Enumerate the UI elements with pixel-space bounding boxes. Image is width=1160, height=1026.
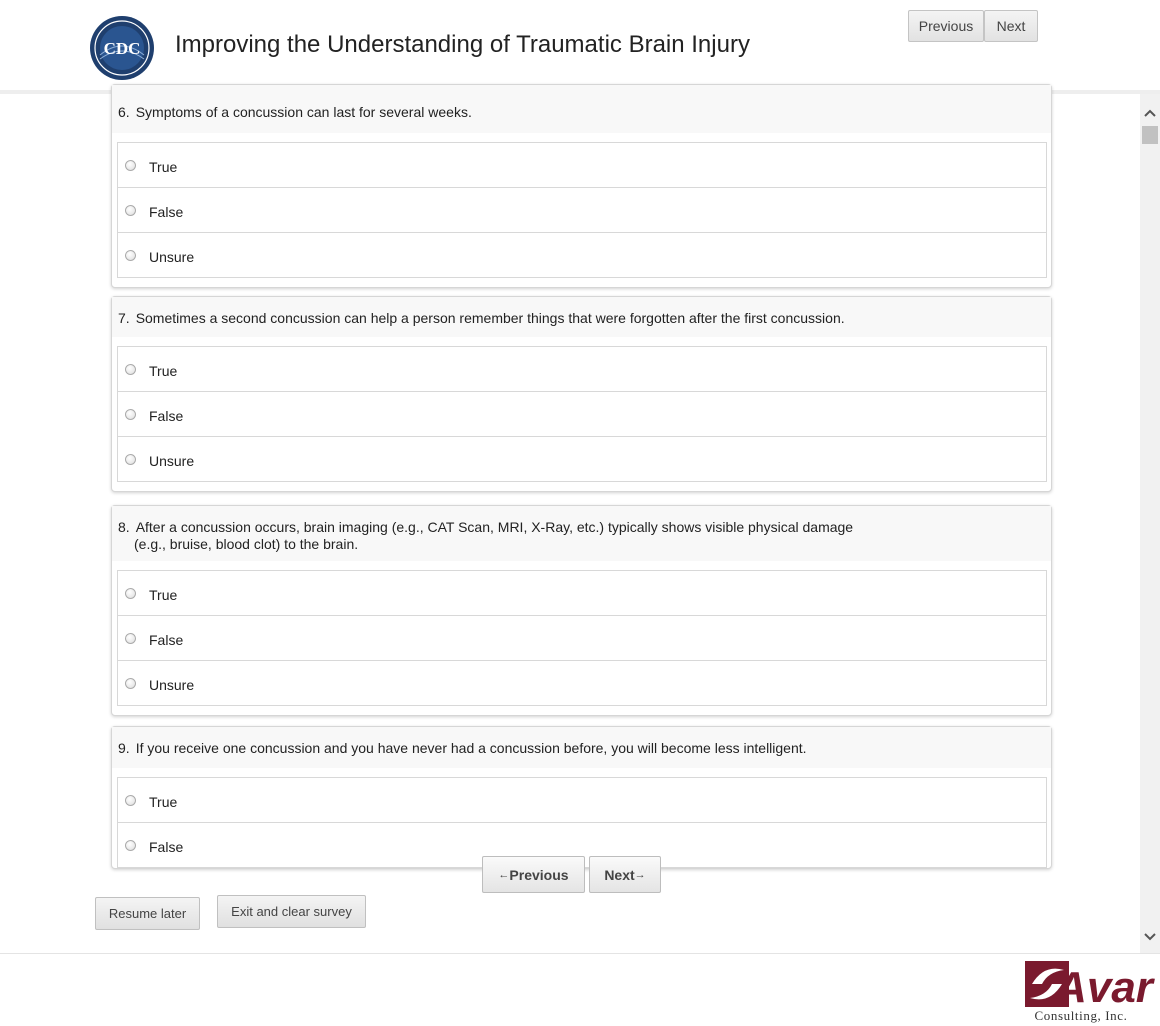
next-button[interactable] (589, 856, 661, 893)
page-title: Improving the Understanding of Traumatic Brain Injury (175, 31, 750, 58)
option-unsure[interactable] (118, 233, 1046, 278)
option-label: True (149, 159, 178, 175)
radio-button[interactable] (125, 160, 136, 171)
option-true[interactable] (118, 778, 1046, 823)
option-label: False (149, 632, 184, 648)
question-number: 6. (118, 104, 130, 120)
question-text: Sometimes a second concussion can help a person remember things that were forgotten after the first concussion. (135, 310, 845, 326)
option-true[interactable] (118, 347, 1046, 392)
question-text: After a concussion occurs, brain imaging (e.g., CAT Scan, MRI, X-Ray, etc.) typically shows visible physical damage (135, 519, 854, 535)
option-false[interactable] (118, 188, 1046, 233)
radio-button[interactable] (125, 364, 136, 375)
question-header (112, 727, 1051, 768)
previous-button[interactable] (482, 856, 585, 893)
arrow-left-icon: ← (498, 868, 510, 881)
option-label: True (149, 363, 178, 379)
option-true[interactable] (118, 143, 1046, 188)
scroll-down-icon[interactable] (1140, 928, 1160, 946)
arrow-right-icon: → (634, 868, 646, 881)
option-label: Unsure (149, 249, 195, 265)
footer-divider (0, 953, 1160, 954)
survey-scroll-area[interactable] (0, 94, 1140, 855)
question-7 (111, 296, 1052, 492)
question-text: If you receive one concussion and you have never had a concussion before, you will become less intelligent. (135, 740, 807, 756)
radio-button[interactable] (125, 633, 136, 644)
next-button-label: Next (604, 866, 635, 883)
header-next-button[interactable]: Next (984, 10, 1038, 42)
option-label: Unsure (149, 677, 195, 693)
radio-button[interactable] (125, 840, 136, 851)
answer-options (117, 142, 1047, 278)
option-unsure[interactable] (118, 661, 1046, 706)
option-label: Unsure (149, 453, 195, 469)
radio-button[interactable] (125, 678, 136, 689)
vertical-scrollbar[interactable] (1140, 94, 1160, 953)
answer-options (117, 777, 1047, 868)
question-text-continued: (e.g., bruise, blood clot) to the brain. (134, 536, 359, 552)
radio-button[interactable] (125, 409, 136, 420)
radio-button[interactable] (125, 588, 136, 599)
avar-brand-subtitle: Consulting, Inc. (1034, 1008, 1128, 1023)
option-label: False (149, 408, 184, 424)
question-header (112, 297, 1051, 337)
option-label: True (149, 587, 178, 603)
question-text: Symptoms of a concussion can last for several weeks. (135, 104, 472, 120)
avar-logo (1024, 960, 1153, 1023)
question-9 (111, 726, 1052, 869)
option-label: False (149, 204, 184, 220)
exit-clear-survey-button[interactable]: Exit and clear survey (217, 895, 366, 928)
cdc-logo (89, 15, 155, 81)
previous-button-label: Previous (509, 866, 569, 883)
option-unsure[interactable] (118, 437, 1046, 482)
radio-button[interactable] (125, 454, 136, 465)
answer-options (117, 570, 1047, 706)
question-number: 9. (118, 740, 130, 756)
scroll-up-icon[interactable] (1140, 104, 1160, 122)
question-header (112, 506, 1051, 561)
answer-options (117, 346, 1047, 482)
option-label: True (149, 794, 178, 810)
question-number: 8. (118, 519, 130, 535)
scroll-thumb[interactable] (1142, 126, 1158, 144)
cdc-logo-text: CDC (103, 39, 141, 58)
option-label: False (149, 839, 184, 855)
header-previous-button[interactable]: Previous (908, 10, 984, 42)
radio-button[interactable] (125, 250, 136, 261)
radio-button[interactable] (125, 795, 136, 806)
question-6 (111, 84, 1052, 288)
option-false[interactable] (118, 392, 1046, 437)
radio-button[interactable] (125, 205, 136, 216)
question-8 (111, 505, 1052, 716)
resume-later-button[interactable]: Resume later (95, 897, 200, 930)
header (0, 0, 1160, 94)
option-false[interactable] (118, 616, 1046, 661)
question-header (112, 85, 1051, 133)
question-number: 7. (118, 310, 130, 326)
option-true[interactable] (118, 571, 1046, 616)
avar-brand-name: Avar (1055, 963, 1153, 1012)
